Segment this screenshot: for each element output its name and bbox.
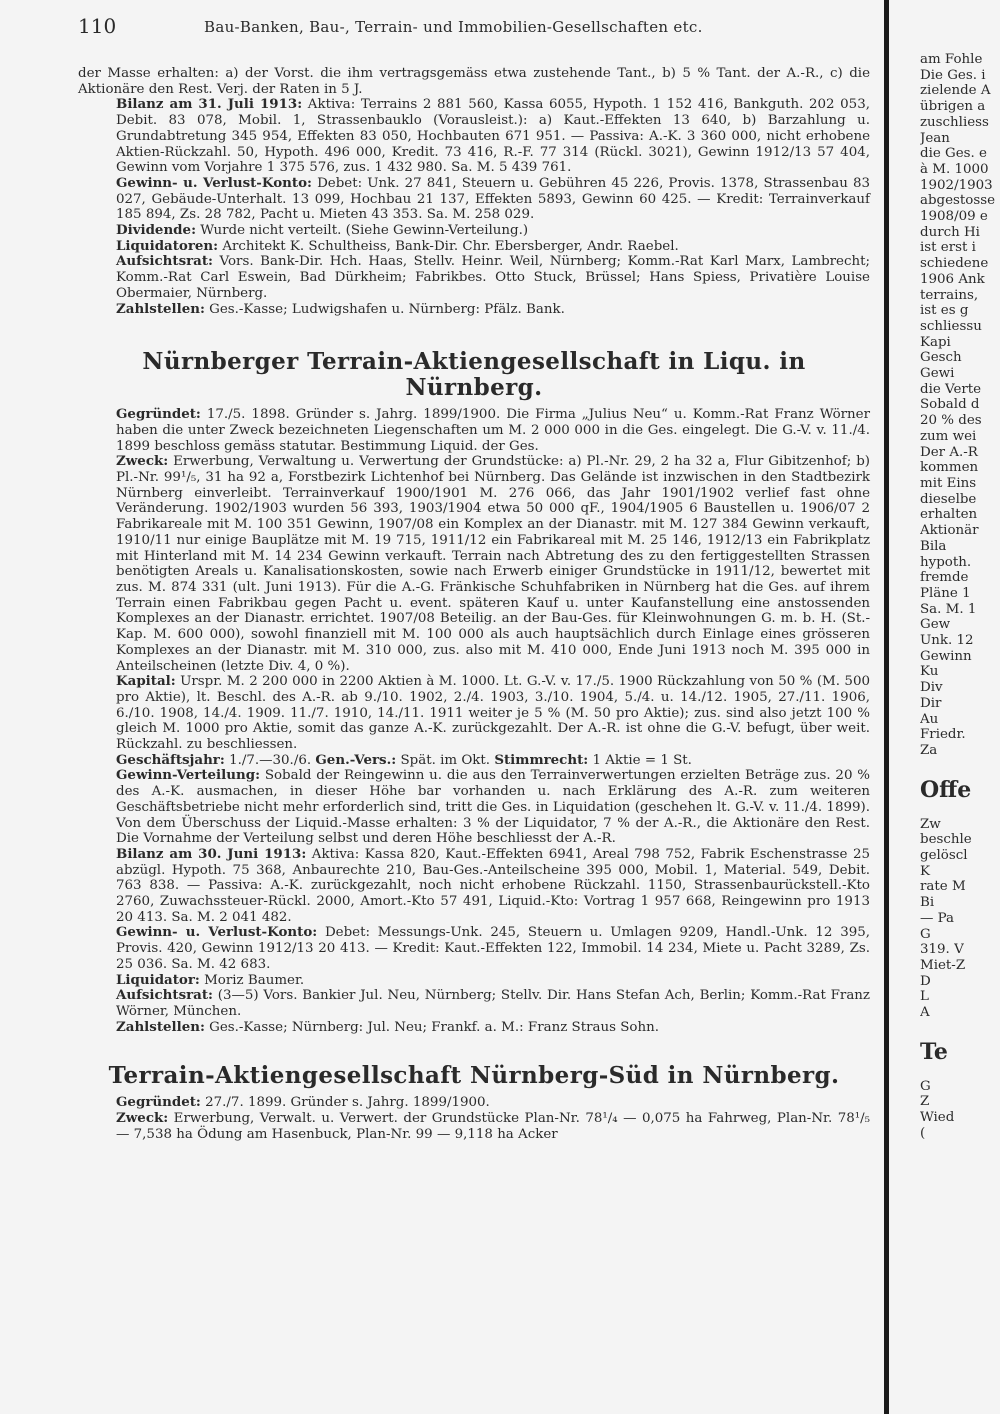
- side-line: Sa. M. 1: [920, 601, 977, 617]
- stimmrecht-label: Stimmrecht:: [494, 751, 589, 768]
- bilanz-1913-text: Aktiva: Kassa 820, Kaut.-Effekten 6941, Areal 798 752, Fabrik Eschenstrasse 25 abzügl. Hypoth. 75 368, Anbaurechte 210, Bau-Ges.-Anteilscheine 395 000, Mobil. 1, Material. 549, Debit. 763 838. — Passiva: A.-K. zurückgezahlt, noch nicht erhobene Rückzahl. 1150, Strassenbaurückstell.-Kto 2760, Zuwachssteuer-Rückl. 2000, Amort.-Kto 57 491, Liquid.-Kto: Vortrag 1 957 668, Reingewinn pro 1913 20 413. Sa. M. 2 041 482.: [116, 846, 870, 925]
- zahlstellen-text: Ges.-Kasse; Ludwigshafen u. Nürnberg: Pfälz. Bank.: [204, 301, 565, 317]
- side-line: — Pa: [920, 910, 955, 926]
- side-lines-c: [920, 1079, 1000, 1142]
- company-heading-nuernberg-sued: Terrain-Aktiengesellschaft Nürnberg-Süd in Nürnberg.: [108, 1062, 840, 1090]
- side-line: A: [920, 1005, 930, 1021]
- bilanz-paragraph: [78, 97, 870, 176]
- running-title: Bau-Banken, Bau-, Terrain- und Immobilien-Gesellschaften etc.: [204, 18, 703, 36]
- liquidatoren-text: Architekt K. Schultheiss, Bank-Dir. Chr. Ebersberger, Andr. Raebel.: [218, 238, 679, 254]
- kapital-paragraph: [78, 674, 870, 753]
- guv-text: Debet: Unk. 27 841, Steuern u. Gebühren 45 226, Provis. 1378, Strassenbau 83 027, Gebäude-Unterhalt. 13 099, Hochbau 21 137, Effekten 5893, Gewinn 60 425. — Kredit: Terrainverkauf 185 894, Zs. 28 782, Pacht u. Mieten 43 353. Sa. M. 258 029.: [116, 175, 871, 223]
- geschaeftsjahr-text: 1./7.—30./6.: [224, 752, 312, 768]
- zweck-paragraph: [78, 454, 870, 674]
- bilanz-1913-label: Bilanz am 30. Juni 1913:: [116, 845, 307, 862]
- dividende-label: Dividende:: [116, 222, 197, 239]
- side-line: Au: [920, 711, 939, 727]
- aufsichtsrat-text: Vors. Bank-Dir. Hch. Haas, Stellv. Heinr. Weil, Nürnberg; Komm.-Rat Karl Marx, Lambrecht; Komm.-Rat Carl Eswein, Bad Dürkheim; Fabrikbes. Otto Stuck, Brüssel; Hans Spiess, Privatière Louise Obermaier, Nürnberg.: [116, 254, 870, 301]
- geschaeftsjahr-paragraph: [78, 753, 870, 769]
- dividende-text: Wurde nicht verteilt. (Siehe Gewinn-Verteilung.): [196, 223, 529, 239]
- aufsichtsrat-paragraph: [78, 254, 870, 301]
- adjacent-page-fragment: [920, 52, 1000, 1142]
- side-line: die Ges. e: [920, 146, 987, 162]
- column-divider: [884, 0, 889, 1414]
- aufsichtsrat-2-paragraph: [78, 988, 870, 1019]
- side-line: Sobald d: [920, 397, 980, 413]
- gegruendet-2-label: Gegründet:: [116, 1094, 201, 1111]
- side-line: fremde: [920, 570, 969, 586]
- side-line: kommen: [920, 460, 979, 476]
- gewinn-verteilung-label: Gewinn-Verteilung:: [116, 767, 261, 784]
- side-line: Die Ges. i: [920, 67, 986, 83]
- side-line: Jean: [920, 130, 950, 146]
- side-line: Friedr.: [920, 727, 966, 743]
- side-heading: Offe: [920, 776, 972, 803]
- page-header: [78, 14, 868, 42]
- side-line: Ku: [920, 664, 939, 680]
- continuation-paragraph: der Masse erhalten: a) der Vorst. die ihm vertragsgemäss etwa zustehende Tant., b) 5 % Tant. der A.-R., c) die Aktionäre den Rest. Verj. der Raten in 5 J.: [78, 66, 870, 97]
- side-line: hypoth.: [920, 554, 972, 570]
- gegruendet-2-text: 27./7. 1899. Gründer s. Jahrg. 1899/1900.: [200, 1095, 490, 1111]
- liquidatoren-paragraph: [78, 239, 870, 255]
- side-line: (: [920, 1125, 926, 1141]
- side-line: die Verte: [920, 381, 982, 397]
- side-line: D: [920, 973, 931, 989]
- zahlstellen-2-text: Ges.-Kasse; Nürnberg: Jul. Neu; Frankf. a. M.: Franz Straus Sohn.: [204, 1019, 659, 1035]
- side-line: G: [920, 926, 931, 942]
- side-line: Wied: [920, 1110, 955, 1126]
- gen-vers-label: Gen.-Vers.:: [315, 751, 397, 768]
- gegruendet-paragraph: [78, 407, 870, 454]
- zahlstellen-paragraph: [78, 302, 870, 318]
- side-line: L: [920, 989, 929, 1005]
- side-line: Unk. 12: [920, 633, 974, 649]
- side-line: Gesch: [920, 350, 962, 366]
- guv-1913-text: Debet: Messungs-Unk. 245, Steuern u. Umlagen 9209, Handl.-Unk. 12 395, Provis. 420, Gewinn 1912/13 20 413. — Kredit: Kaut.-Effekten 122, Immobil. 14 234, Miete u. Pacht 3289, Zs. 25 036. Sa. M. 42 683.: [116, 925, 871, 972]
- side-line: am Fohle: [920, 52, 983, 67]
- side-line: dieselbe: [920, 491, 977, 507]
- zweck-2-text: Erwerbung, Verwalt. u. Verwert. der Grundstücke Plan-Nr. 78¹/₄ — 0,075 ha Fahrweg, Plan-Nr. 78¹/₅ — 7,538 ha Ödung am Hasenbuck, Plan-Nr. 99 — 9,118 ha Acker: [116, 1111, 870, 1142]
- aufsichtsrat-2-label: Aufsichtsrat:: [116, 987, 213, 1004]
- side-line: gelöscl: [920, 848, 968, 864]
- side-line: zum wei: [920, 428, 977, 444]
- side-line: ist erst i: [920, 240, 976, 256]
- zahlstellen-2-paragraph: [78, 1020, 870, 1036]
- bilanz-label: Bilanz am 31. Juli 1913:: [116, 96, 303, 113]
- side-line: zuschliess: [920, 114, 989, 130]
- gegruendet-2-paragraph: [78, 1095, 870, 1111]
- stimmrecht-text: 1 Aktie = 1 St.: [588, 752, 692, 768]
- side-lines-a: [920, 52, 1000, 759]
- side-lines-b: [920, 817, 1000, 1021]
- side-heading-2: Te: [920, 1038, 948, 1065]
- side-line: 1908/09 e: [920, 209, 988, 225]
- side-line: Der A.-R: [920, 444, 978, 460]
- side-line: übrigen a: [920, 99, 986, 115]
- gen-vers-text: Spät. im Okt.: [396, 752, 491, 768]
- side-line: erhalten: [920, 507, 978, 523]
- guv-1913-label: Gewinn- u. Verlust-Konto:: [116, 924, 318, 941]
- zweck-2-label: Zweck:: [116, 1110, 169, 1127]
- side-line: beschle: [920, 832, 972, 848]
- side-line: zielende A: [920, 83, 991, 99]
- side-line: 319. V: [920, 942, 964, 958]
- main-column: [78, 66, 870, 1142]
- zahlstellen-label: Zahlstellen:: [116, 300, 205, 317]
- side-line: mit Eins: [920, 475, 977, 491]
- side-line: 20 % des: [920, 413, 982, 429]
- side-line: G: [920, 1078, 931, 1094]
- page-number: 110: [78, 14, 117, 38]
- bilanz-text: Aktiva: Terrains 2 881 560, Kassa 6055, Hypoth. 1 152 416, Bankguth. 202 053, Debit. 83 078, Mobil. 1, Strassenbauklo (Vorausleist.): a) Kaut.-Effekten 13 640, b) Barzahlung u. Grundabtretung 345 954, Effekten 83 050, Hochbauten 671 951. — Passiva: A.-K. 3 360 000, nicht erhobene Aktien-Rückzahl. 50, Hypoth. 496 000, Kredit. 73 416, R.-F. 77 314 (Rückl. 3021), Gewinn 1912/13 57 404, Gewinn vom Vorjahre 1 375 576, zus. 1 432 980. Sa. M. 5 439 761.: [116, 97, 870, 176]
- side-line: Gewi: [920, 366, 955, 382]
- gegruendet-label: Gegründet:: [116, 406, 201, 423]
- side-line: schliessu: [920, 318, 982, 334]
- side-line: Kapi: [920, 334, 951, 350]
- zweck-2-paragraph: [78, 1111, 870, 1142]
- side-line: à M. 1000: [920, 161, 989, 177]
- side-line: Bila: [920, 538, 947, 554]
- guv-paragraph: [78, 176, 870, 223]
- gewinn-verteilung-paragraph: [78, 768, 870, 847]
- aufsichtsrat-2-text: (3—5) Vors. Bankier Jul. Neu, Nürnberg; Stellv. Dir. Hans Stefan Ach, Berlin; Komm.-Rat Franz Wörner, München.: [116, 988, 870, 1019]
- kapital-text: Urspr. M. 2 200 000 in 2200 Aktien à M. 1000. Lt. G.-V. v. 17./5. 1900 Rückzahlung von 50 % (M. 500 pro Aktie), lt. Beschl. des A.-R. ab 9./10. 1902, 2./4. 1903, 3./10. 1904, 5./4. u. 14./12. 1905, 27./11. 1906, 6./10. 1908, 14./4. 1909. 11./7. 1910, 14./11. 1911 weiter je 5 % (M. 50 pro Aktie); zus. sind also jetzt 100 % gleich M. 1000 pro Aktie, somit das ganze A.-K. zurückgezahlt. Der A.-R. ist ohne die G.-V. befugt, über weit. Rückzahl. zu beschliessen.: [116, 674, 870, 753]
- company-heading-nuernberger-terrain: Nürnberger Terrain-Aktiengesellschaft in Liqu. in Nürnberg.: [142, 348, 806, 402]
- side-line: K: [920, 863, 931, 879]
- side-line: 1906 Ank: [920, 271, 985, 287]
- side-line: 1902/1903: [920, 177, 993, 193]
- side-line: durch Hi: [920, 224, 980, 240]
- side-line: Za: [920, 742, 938, 758]
- side-line: abgestosse: [920, 193, 996, 209]
- bilanz-1913-paragraph: [78, 847, 870, 926]
- gegruendet-text: 17./5. 1898. Gründer s. Jahrg. 1899/1900. Die Firma „Julius Neu“ u. Komm.-Rat Franz Wörner haben die unter Zweck bezeichneten Liegenschaften um M. 2 000 000 in die Ges. eingelegt. Die G.-V. v. 11./4. 1899 beschloss gemäss statutar. Bestimmung Liquid. der Ges.: [116, 407, 870, 454]
- zweck-text: Erwerbung, Verwaltung u. Verwertung der Grundstücke: a) Pl.-Nr. 29, 2 ha 32 a, Flur Gibitzenhof; b) Pl.-Nr. 99¹/₅, 31 ha 92 a, Forstbezirk Lichtenhof bei Nürnberg. Das Gelände ist inzwischen in den Stadtbezirk Nürnberg einverleibt. Terrainverkauf 1900/1901 M. 276 066, das Jahr 1901/1902 verlief fast ohne Veränderung. 1902/1903 wurden 56 393, 1903/1904 etwa 50 000 qF., 1904/1905 6 Baustellen u. 1906/07 2 Fabrikareale mit M. 100 351 Gewinn, 1907/08 ein Komplex an der Dianastr. mit M. 127 384 Gewinn verkauft, 1910/11 nur einige Bauplätze mit M. 19 715, 1911/12 ein Fabrikareal mit M. 25 146, 1912/13 ein Fabrikplatz mit Hinterland mit M. 14 234 Gewinn verkauft. Terrain nach Abtretung des zu den fertiggestellten Strassen benötigten Areals u. Kanalisationskosten, sowie nach Erwerb einiger Grundstücke in 1911/12, bewertet mit zus. M. 874 331 (ult. Juni 1913). Für die A.-G. Fränkische Schuhfabriken in Nürnberg hat die Ges. auf ihrem Terrain einen Fabrikbau gegen Pacht u. event. späteren Kauf u. unter Kaufanstellung eine anstossenden Komplexes an der Dianastr. errichtet. 1907/08 Beteilig. an der Bau-Ges. für Kleinwohnungen G. m. b. H. (St.-Kap. M. 600 000), sowohl finanziell mit M. 100 000 als auch hauptsächlich durch Einlage eines grösseren Komplexes an der Dianastr. mit M. 310 000, zus. also mit M. 410 000, Ende Juni 1913 noch M. 395 000 in Anteilscheinen (letzte Div. 4, 0 %).: [116, 454, 870, 674]
- aufsichtsrat-label: Aufsichtsrat:: [116, 253, 213, 270]
- side-line: ist es g: [920, 303, 969, 319]
- guv-1913-paragraph: [78, 925, 870, 972]
- side-line: terrains,: [920, 287, 979, 303]
- liquidator-text: Moriz Baumer.: [199, 972, 305, 988]
- side-line: Miet-Z: [920, 957, 966, 973]
- kapital-label: Kapital:: [116, 673, 176, 690]
- guv-label: Gewinn- u. Verlust-Konto:: [116, 174, 312, 191]
- zahlstellen-2-label: Zahlstellen:: [116, 1018, 205, 1035]
- zweck-label: Zweck:: [116, 453, 169, 470]
- side-line: schiedene: [920, 256, 989, 272]
- side-line: Z: [920, 1094, 930, 1110]
- side-line: Bi: [920, 895, 935, 911]
- side-line: Dir: [920, 695, 942, 711]
- side-line: Aktionär: [920, 523, 979, 539]
- side-line: Zw: [920, 816, 941, 832]
- liquidatoren-label: Liquidatoren:: [116, 237, 219, 254]
- liquidator-label: Liquidator:: [116, 971, 200, 988]
- dividende-paragraph: [78, 223, 870, 239]
- liquidator-paragraph: [78, 973, 870, 989]
- side-line: rate M: [920, 879, 966, 895]
- side-line: Gewinn: [920, 648, 972, 664]
- gewinn-verteilung-text: Sobald der Reingewinn u. die aus den Terrainverwertungen erzielten Beträge zus. 20 % des A.-K. ausmachen, in dieser Höhe bar vorhanden u. nach Erklärung des A.-R. zum weiteren Geschäftsbetriebe nicht mehr erforderlich sind, tritt die Ges. in Liquidation (geschehen lt. G.-V. v. 11./4. 1899). Von dem Überschuss der Liquid.-Masse erhalten: 3 % der Liquidator, 7 % der A.-R., die Aktionäre den Rest. Die Vornahme der Verteilung selbst und deren Höhe beschliesst der A.-R.: [116, 768, 870, 847]
- side-line: Gew: [920, 617, 951, 633]
- side-line: Div: [920, 680, 943, 696]
- geschaeftsjahr-label: Geschäftsjahr:: [116, 751, 225, 768]
- side-line: Pläne 1: [920, 585, 971, 601]
